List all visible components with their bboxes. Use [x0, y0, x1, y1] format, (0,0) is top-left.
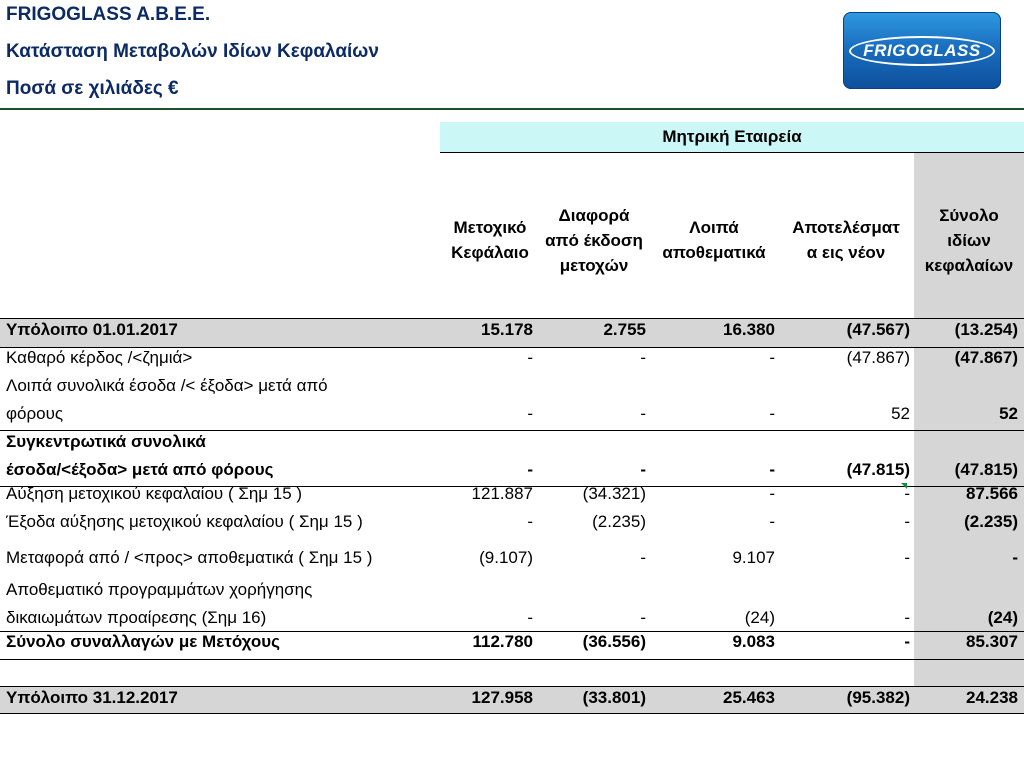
value-cell: - [527, 404, 533, 423]
value-cell: 52 [891, 404, 910, 423]
table-row [0, 376, 1024, 432]
column-header [652, 190, 776, 290]
value-cell: (47.815) [954, 460, 1018, 479]
value-cell: 85.307 [966, 632, 1018, 651]
value-cell: - [527, 512, 533, 531]
table-row [0, 320, 1024, 347]
value-cell: (34.321) [582, 484, 646, 503]
value-cell: (47.867) [846, 348, 910, 367]
value-cell: 87.566 [966, 484, 1018, 503]
column-header-line: Κεφάλαιο [451, 243, 529, 262]
value-cell: (2.235) [592, 512, 646, 531]
value-cell: 16.380 [723, 320, 775, 339]
value-cell: (47.567) [846, 320, 910, 339]
table-row [0, 548, 1024, 580]
logo-text: FRIGOGLASS [863, 41, 981, 60]
value-cell: 25.463 [723, 688, 775, 707]
row-label: Συγκεντρωτικά συνολικά [6, 432, 206, 451]
statement-title: Κατάσταση Μεταβολών Ιδίων Κεφαλαίων [6, 41, 379, 62]
column-header-line: Αποτελέσματ [792, 218, 900, 237]
value-cell: - [769, 512, 775, 531]
row-divider [0, 318, 1024, 319]
group-header: Μητρική Εταιρεία [440, 122, 1024, 153]
column-header-line: αποθεματικά [662, 243, 766, 262]
value-cell: - [769, 484, 775, 503]
value-cell: (24) [744, 608, 775, 627]
value-cell: - [640, 348, 646, 367]
value-cell: - [904, 632, 910, 651]
header-rule [0, 108, 1024, 110]
value-cell: 9.107 [732, 548, 775, 567]
table-row [0, 432, 1024, 484]
value-cell: 24.238 [966, 688, 1018, 707]
column-header-line: από έκδοση [545, 230, 643, 250]
row-label: Σύνολο συναλλαγών με Μετόχους [6, 632, 280, 651]
value-cell: 15.178 [481, 320, 533, 339]
row-label: Μεταφορά από / <προς> αποθεματικά ( Σημ 15 ) [6, 548, 373, 567]
company-name: FRIGOGLASS A.B.E.E. [6, 4, 211, 25]
value-cell: - [904, 548, 910, 567]
value-cell: - [640, 548, 646, 567]
value-cell: 112.780 [472, 632, 533, 651]
value-cell: (95.382) [846, 688, 910, 707]
column-header-line: α εις νέον [806, 243, 886, 262]
column-header-line: Μετοχικό [453, 218, 527, 237]
column-header-line: κεφαλαίων [924, 255, 1014, 275]
column-header [780, 190, 912, 290]
value-cell: 52 [999, 404, 1018, 423]
row-label: Καθαρό κέρδος /<ζημιά> [6, 348, 193, 367]
value-cell: - [769, 460, 775, 479]
value-cell: - [904, 608, 910, 627]
value-cell: (47.815) [846, 460, 910, 479]
value-cell: - [904, 512, 910, 531]
value-cell: 127.958 [471, 688, 533, 707]
value-cell: (13.254) [954, 320, 1018, 339]
table-row [0, 580, 1024, 632]
column-header-line: Διαφορά [558, 205, 630, 225]
value-cell: (33.801) [582, 688, 646, 707]
column-header-line: Σύνολο [939, 205, 999, 225]
row-label: δικαιωμάτων προαίρεσης (Σημ 16) [6, 608, 267, 627]
value-cell: - [527, 460, 533, 479]
row-label: έσοδα/<έξοδα> μετά από φόρους [6, 460, 274, 479]
cell-marker-icon [901, 483, 907, 489]
row-label: Αύξηση μετοχικού κεφαλαίου ( Σημ 15 ) [6, 484, 303, 503]
value-cell: - [769, 404, 775, 423]
value-cell: 9.083 [732, 632, 775, 651]
column-header [538, 190, 650, 290]
table-row [0, 348, 1024, 376]
table-row [0, 688, 1024, 714]
row-label: Υπόλοιπο 01.01.2017 [6, 320, 178, 339]
row-label: Αποθεματικό προγραμμάτων χορήγησης [6, 580, 313, 599]
units-note: Ποσά σε χιλιάδες € [6, 78, 179, 99]
value-cell: (36.556) [582, 632, 646, 651]
value-cell: - [1012, 548, 1018, 567]
value-cell: - [640, 460, 646, 479]
value-cell: (47.867) [954, 348, 1018, 367]
value-cell: 2.755 [603, 320, 646, 339]
value-cell: - [527, 608, 533, 627]
value-cell: (2.235) [964, 512, 1018, 531]
column-header [440, 190, 540, 290]
row-label: Υπόλοιπο 31.12.2017 [6, 688, 178, 707]
row-divider [0, 686, 1024, 687]
value-cell: - [640, 404, 646, 423]
column-header-line: μετοχών [559, 255, 629, 275]
value-cell: 121.887 [471, 484, 533, 503]
value-cell: (24) [987, 608, 1018, 627]
row-label: Έξοδα αύξησης μετοχικού κεφαλαίου ( Σημ 15 ) [6, 512, 363, 531]
value-cell: (9.107) [479, 548, 533, 567]
table-row [0, 484, 1024, 512]
column-header [914, 190, 1024, 290]
value-cell: - [769, 348, 775, 367]
row-label: φόρους [6, 404, 64, 423]
row-label: Λοιπά συνολικά έσοδα /< έξοδα> μετά από [6, 376, 328, 395]
column-header-line: ιδίων [947, 230, 991, 250]
value-cell: - [904, 484, 910, 503]
value-cell: - [527, 348, 533, 367]
table-row [0, 512, 1024, 540]
table-row [0, 632, 1024, 660]
column-header-line: Λοιπά [689, 218, 739, 237]
frigoglass-logo [843, 12, 1001, 89]
value-cell: - [640, 608, 646, 627]
